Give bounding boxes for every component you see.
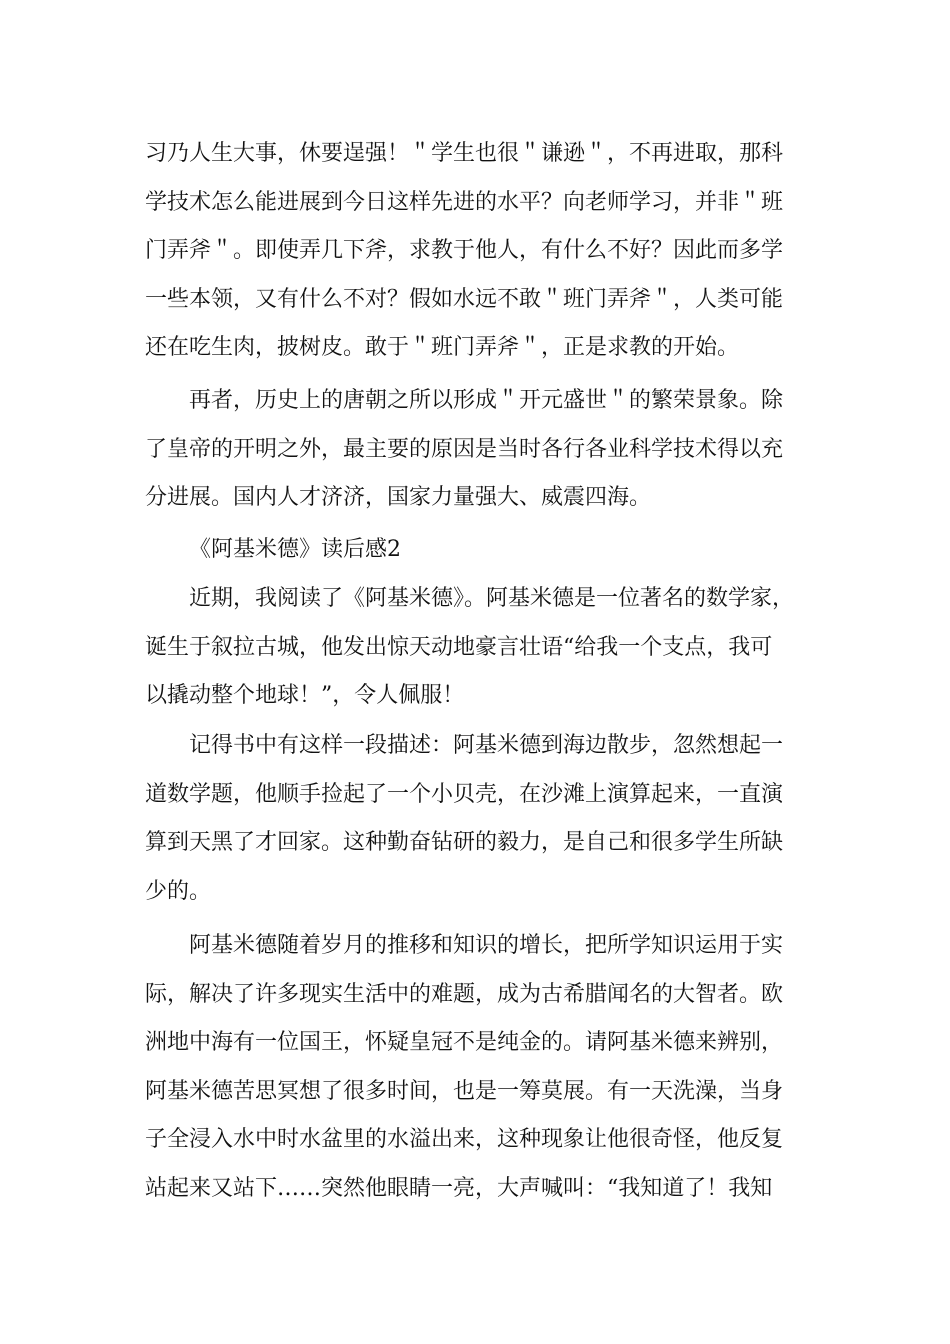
text-line: 站起来又站下……突然他眼睛一亮，大声喊叫：“我知道了！我知 xyxy=(145,1175,773,1201)
heading-text: 《阿基米德》读后感2 xyxy=(189,537,401,562)
text-line: 阿基米德随着岁月的推移和知识的增长，把所学知识运用于实 xyxy=(189,933,784,958)
paragraph-1 xyxy=(145,130,817,373)
text-line: 习乃人生大事，休要逞强！＂学生也很＂谦逊＂，不再进取，那科 xyxy=(145,141,784,166)
text-line: 一些本领，又有什么不对？假如水远不敢＂班门弄斧＂，人类可能 xyxy=(145,286,784,312)
text-line: 子全浸入水中时水盆里的水溢出来，这种现象让他很奇怪，他反复 xyxy=(145,1127,784,1153)
text-line: 少的。 xyxy=(145,878,212,904)
text-line: 了皇帝的开明之外，最主要的原因是当时各行各业科学技术得以充 xyxy=(145,436,784,462)
text-line: 再者，历史上的唐朝之所以形成＂开元盛世＂的繁荣景象。除 xyxy=(189,388,784,413)
section-heading xyxy=(145,526,817,575)
text-line: 门弄斧＂。即使弄几下斧，求教于他人，有什么不好？因此而多学 xyxy=(145,238,784,264)
text-line: 诞生于叙拉古城，他发出惊天动地豪言壮语“给我一个支点，我可 xyxy=(145,634,773,660)
text-line: 以撬动整个地球！”，令人佩服！ xyxy=(145,683,465,709)
text-line: 还在吃生肉，披树皮。敢于＂班门弄斧＂，正是求教的开始。 xyxy=(145,335,740,361)
text-line: 算到天黑了才回家。这种勤奋钻研的毅力，是自己和很多学生所缺 xyxy=(145,830,784,856)
paragraph-4 xyxy=(145,722,817,916)
text-line: 阿基米德苦思冥想了很多时间，也是一筹莫展。有一天洗澡，当身 xyxy=(145,1078,784,1104)
paragraph-3 xyxy=(145,575,817,721)
text-line: 近期，我阅读了《阿基米德》。阿基米德是一位著名的数学家， xyxy=(189,586,795,611)
text-line: 际，解决了许多现实生活中的难题，成为古希腊闻名的大智者。欧 xyxy=(145,981,784,1007)
text-line: 洲地中海有一位国王，怀疑皇冠不是纯金的。请阿基米德来辨别， xyxy=(145,1030,784,1056)
paragraph-2 xyxy=(145,377,817,523)
text-line: 记得书中有这样一段描述：阿基米德到海边散步，忽然想起一 xyxy=(189,733,784,758)
text-line: 道数学题，他顺手捡起了一个小贝壳，在沙滩上演算起来，一直演 xyxy=(145,781,784,807)
paragraph-5 xyxy=(145,922,817,1214)
text-line: 学技术怎么能进展到今日这样先进的水平？向老师学习，并非＂班 xyxy=(145,189,784,215)
text-line: 分进展。国内人才济济，国家力量强大、威震四海。 xyxy=(145,485,652,511)
